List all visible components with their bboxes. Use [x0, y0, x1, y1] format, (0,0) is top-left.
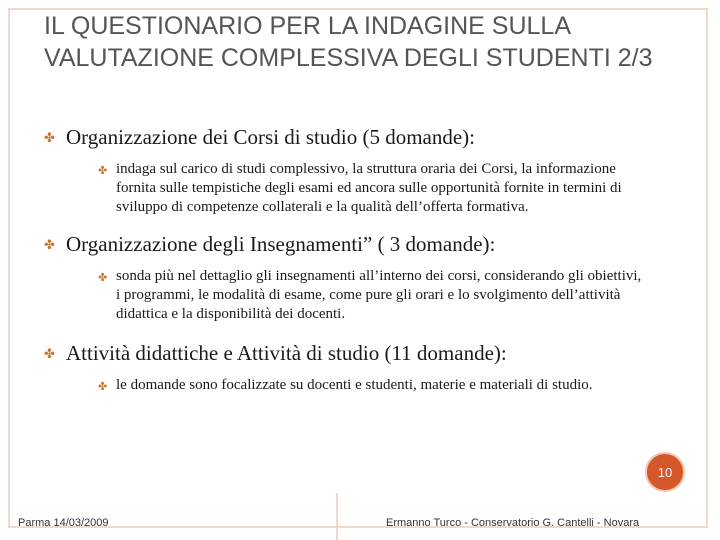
section-insegnamenti — [44, 231, 644, 324]
bullet-icon: ✤ — [98, 164, 108, 177]
section-detail-text: indaga sul carico di studi complessivo, la struttura oraria dei Corsi, la informazione fornita sulle tempistiche degli esami ed ancora sulle opportunità fornite in termini di sviluppo di competenze collaterali e la qualità dell’offerta formativa. — [116, 161, 622, 215]
footer-divider — [336, 493, 338, 540]
section-detail — [98, 376, 644, 395]
section-heading-text: Attività didattiche e Attività di studio (11 domande): — [66, 341, 507, 365]
bullet-icon: ✤ — [98, 380, 108, 393]
section-heading — [44, 124, 644, 150]
section-detail — [98, 160, 644, 217]
section-heading-text: Organizzazione dei Corsi di studio (5 domande): — [66, 125, 476, 149]
bullet-icon: ✤ — [44, 131, 55, 146]
footer-author: Ermanno Turco - Conservatorio G. Cantelli - Novara — [386, 517, 640, 529]
section-corsi — [44, 124, 644, 217]
section-heading-text: Organizzazione degli Insegnamenti” ( 3 domande): — [66, 232, 496, 256]
section-detail-text: sonda più nel dettaglio gli insegnamenti all’interno dei corsi, considerando gli obiettivi, i programmi, le modalità di esame, come pure gli orari e lo svolgimento dell’attività didattica e la disponibilità dei docenti. — [116, 268, 642, 322]
section-heading — [44, 340, 644, 366]
bullet-icon: ✤ — [44, 238, 55, 253]
section-heading — [44, 231, 644, 257]
page-number-badge: 10 — [645, 452, 685, 492]
bullet-icon: ✤ — [44, 347, 55, 362]
slide-content — [44, 124, 644, 395]
bullet-icon: ✤ — [98, 271, 108, 284]
section-attivita — [44, 340, 644, 395]
footer-date: Parma 14/03/2009 — [18, 517, 109, 529]
section-detail-text: le domande sono focalizzate su docenti e studenti, materie e materiali di studio. — [116, 377, 593, 393]
section-detail — [98, 267, 644, 324]
slide-title: IL QUESTIONARIO PER LA INDAGINE SULLA VALUTAZIONE COMPLESSIVA DEGLI STUDENTI 2/3 — [44, 12, 653, 72]
